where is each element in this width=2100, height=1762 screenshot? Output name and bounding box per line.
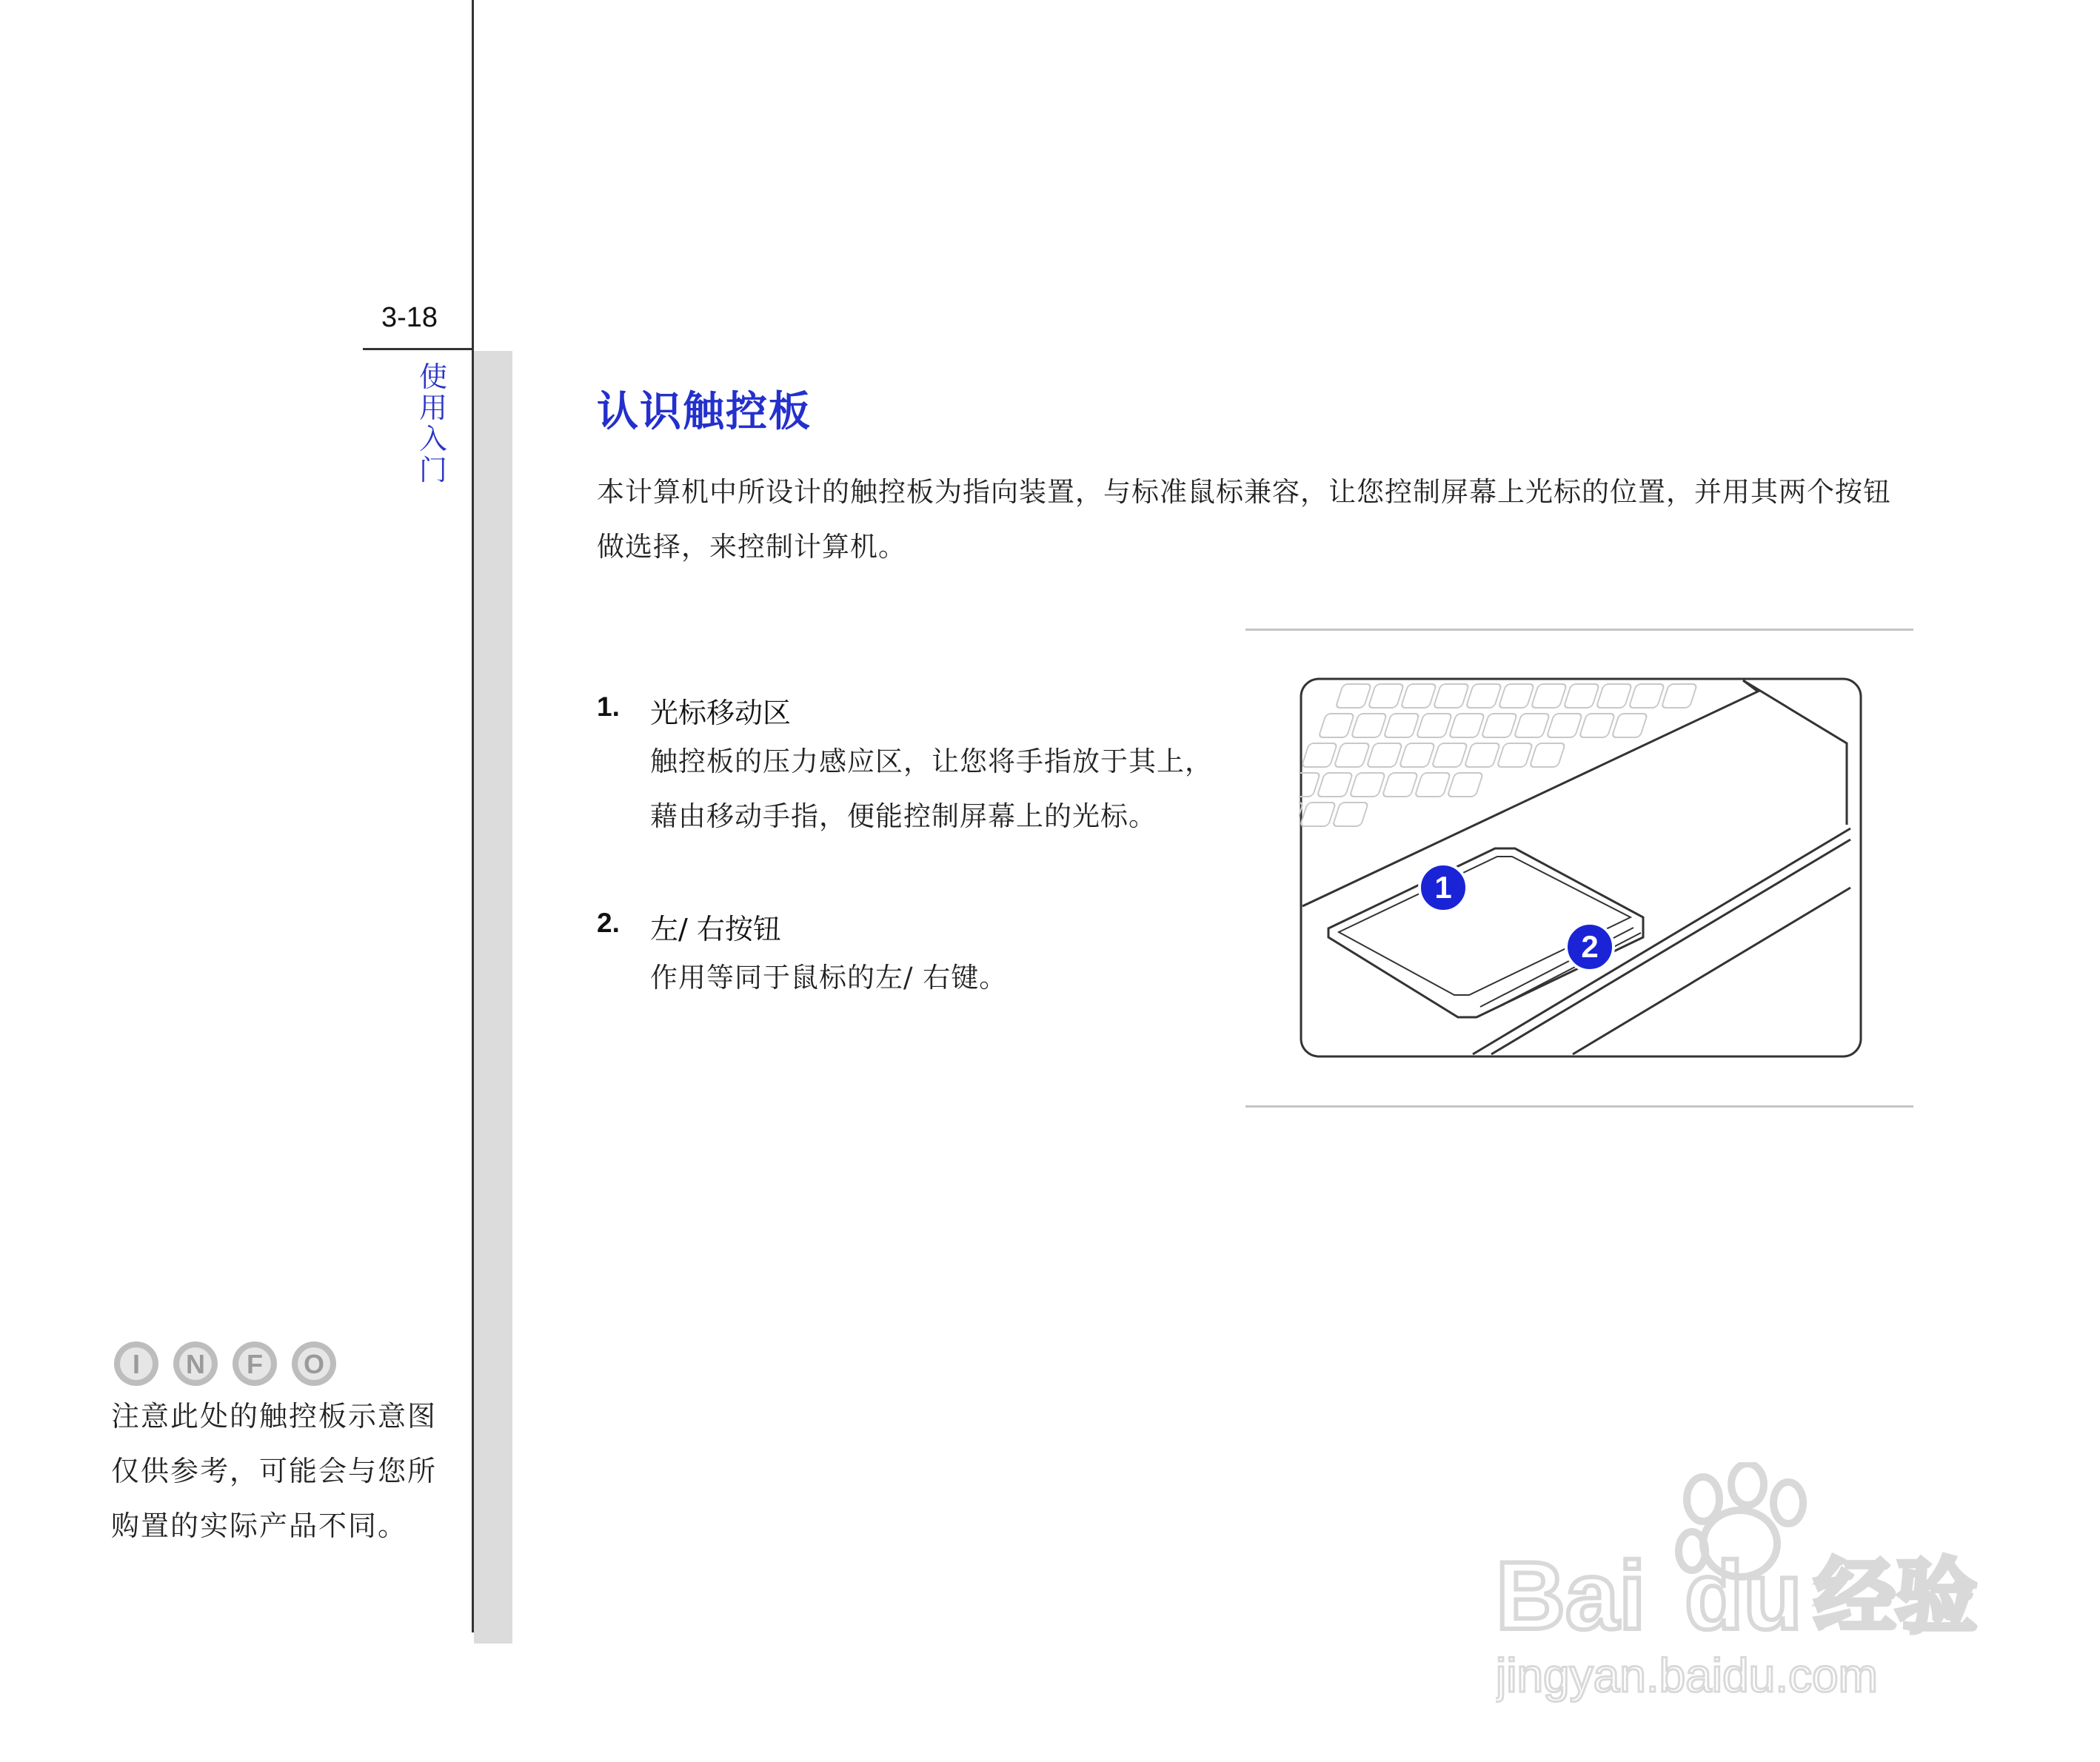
info-icon	[111, 1340, 348, 1387]
intro-paragraph: 本计算机中所设计的触控板为指向装置，与标准鼠标兼容，让您控制屏幕上光标的位置，并用其两个按钮做选择，来控制计算机。	[597, 476, 1891, 563]
section-label: 使用入门	[418, 361, 447, 486]
page-title: 认识触控板	[597, 388, 812, 436]
margin-gray-band	[474, 351, 512, 1644]
list-item-title: 光标移动区	[650, 697, 792, 729]
figure-bottom-rule	[1245, 1105, 1913, 1108]
info-letter: N	[186, 1349, 205, 1379]
page-number-rule	[363, 348, 474, 350]
callout-1-label: 1	[1434, 870, 1452, 905]
list-item-description: 作用等同于鼠标的左/ 右键。	[650, 962, 1008, 994]
callout-2-label: 2	[1581, 929, 1599, 964]
figure-top-rule	[1245, 629, 1913, 631]
list-item-title: 左/ 右按钮	[650, 913, 781, 945]
info-note: 注意此处的触控板示意图仅供参考，可能会与您所购置的实际产品不同。	[111, 1400, 438, 1542]
watermark-brand: Bai	[1496, 1541, 1646, 1649]
list-item-number: 1.	[597, 691, 620, 722]
info-letter: F	[247, 1349, 263, 1379]
info-letter: O	[303, 1349, 325, 1379]
baidu-watermark-logo	[1496, 1462, 2014, 1706]
watermark-brand-suffix: du	[1685, 1541, 1802, 1649]
watermark-brand-cn: 经验	[1814, 1550, 1977, 1644]
watermark-url: jingyan.baidu.com	[1496, 1649, 1878, 1702]
list-item-description: 触控板的压力感应区，让您将手指放于其上，藉由移动手指，便能控制屏幕上的光标。	[650, 746, 1213, 832]
list-item-number: 2.	[597, 908, 620, 938]
page-number: 3-18	[381, 302, 438, 333]
touchpad-illustration	[1299, 677, 1863, 1059]
info-letter: I	[132, 1349, 141, 1379]
